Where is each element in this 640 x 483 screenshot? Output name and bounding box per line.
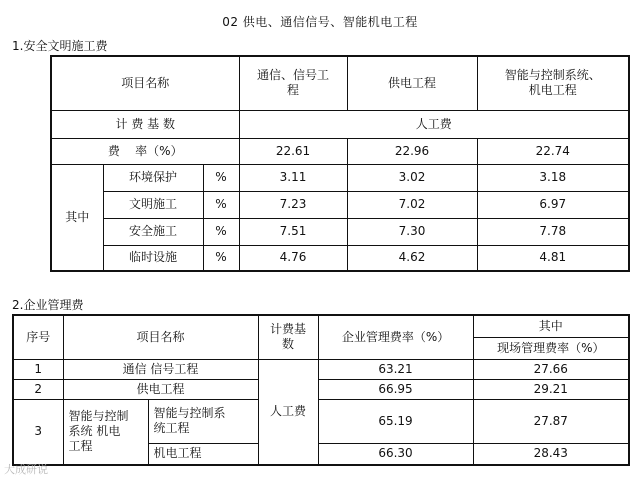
unit-cell: %	[203, 218, 239, 245]
document-title: 02 供电、通信信号、智能机电工程	[222, 15, 418, 29]
unit-cell: %	[203, 164, 239, 191]
unit-cell: %	[203, 245, 239, 271]
rate-value: 22.96	[347, 138, 477, 164]
value-cell: 7.51	[239, 218, 347, 245]
parent-name-cell: 智能与控制 系统 机电 工程	[63, 399, 148, 465]
section1-heading: 1.安全文明施工费	[12, 39, 108, 53]
header-item-name: 项目名称	[63, 315, 258, 359]
seq-cell: 2	[13, 379, 63, 399]
table-header-row	[51, 56, 629, 110]
mgmt-rate-cell: 65.19	[318, 399, 473, 443]
value-cell: 7.23	[239, 191, 347, 218]
value-cell: 3.02	[347, 164, 477, 191]
seq-cell: 1	[13, 359, 63, 379]
safety-fee-table	[50, 55, 630, 272]
header-col-intelligent: 智能与控制系统、 机电工程	[477, 56, 629, 110]
watermark: 大成研说	[4, 463, 48, 476]
value-cell: 4.76	[239, 245, 347, 271]
header-mgmt-rate: 企业管理费率（%）	[318, 315, 473, 359]
site-rate-cell: 27.66	[473, 359, 629, 379]
site-rate-cell: 29.21	[473, 379, 629, 399]
value-cell: 4.62	[347, 245, 477, 271]
table-row	[51, 191, 629, 218]
table-row	[13, 379, 629, 399]
table-row	[51, 218, 629, 245]
header-col-telecom: 通信、信号工 程	[239, 56, 347, 110]
header-seq: 序号	[13, 315, 63, 359]
rate-value: 22.74	[477, 138, 629, 164]
value-cell: 4.81	[477, 245, 629, 271]
header-base: 计费基 数	[258, 315, 318, 359]
table-row	[51, 245, 629, 271]
sub-label: 环境保护	[103, 164, 203, 191]
table-row	[13, 399, 629, 441]
seq-cell: 3	[13, 399, 63, 465]
table-header-row	[13, 315, 629, 337]
mgmt-rate-cell: 66.30	[318, 443, 473, 465]
site-rate-cell: 27.87	[473, 399, 629, 443]
header-item-name: 项目名称	[51, 56, 239, 110]
base-value: 人工费	[258, 359, 318, 465]
management-fee-table	[12, 314, 630, 466]
table-row	[51, 138, 629, 164]
unit-cell: %	[203, 191, 239, 218]
name-cell: 机电工程	[148, 443, 258, 465]
value-cell: 3.18	[477, 164, 629, 191]
rate-label: 费 率（%）	[51, 138, 239, 164]
base-label: 计 费 基 数	[51, 110, 239, 138]
table-row	[51, 164, 629, 191]
table-row	[13, 359, 629, 379]
rate-value: 22.61	[239, 138, 347, 164]
site-rate-cell: 28.43	[473, 443, 629, 465]
value-cell: 6.97	[477, 191, 629, 218]
mgmt-rate-cell: 66.95	[318, 379, 473, 399]
mgmt-rate-cell: 63.21	[318, 359, 473, 379]
group-label: 其中	[51, 164, 103, 271]
header-site-rate: 现场管理费率（%）	[473, 337, 629, 359]
value-cell: 7.30	[347, 218, 477, 245]
section2-heading: 2.企业管理费	[12, 298, 84, 312]
name-cell: 供电工程	[63, 379, 258, 399]
sub-label: 临时设施	[103, 245, 203, 271]
value-cell: 3.11	[239, 164, 347, 191]
value-cell: 7.02	[347, 191, 477, 218]
value-cell: 7.78	[477, 218, 629, 245]
base-value: 人工费	[239, 110, 629, 138]
sub-label: 文明施工	[103, 191, 203, 218]
header-col-power: 供电工程	[347, 56, 477, 110]
table-row	[51, 110, 629, 138]
name-cell: 智能与控制系 统工程	[148, 399, 258, 443]
sub-label: 安全施工	[103, 218, 203, 245]
header-group: 其中	[473, 315, 629, 337]
name-cell: 通信 信号工程	[63, 359, 258, 379]
